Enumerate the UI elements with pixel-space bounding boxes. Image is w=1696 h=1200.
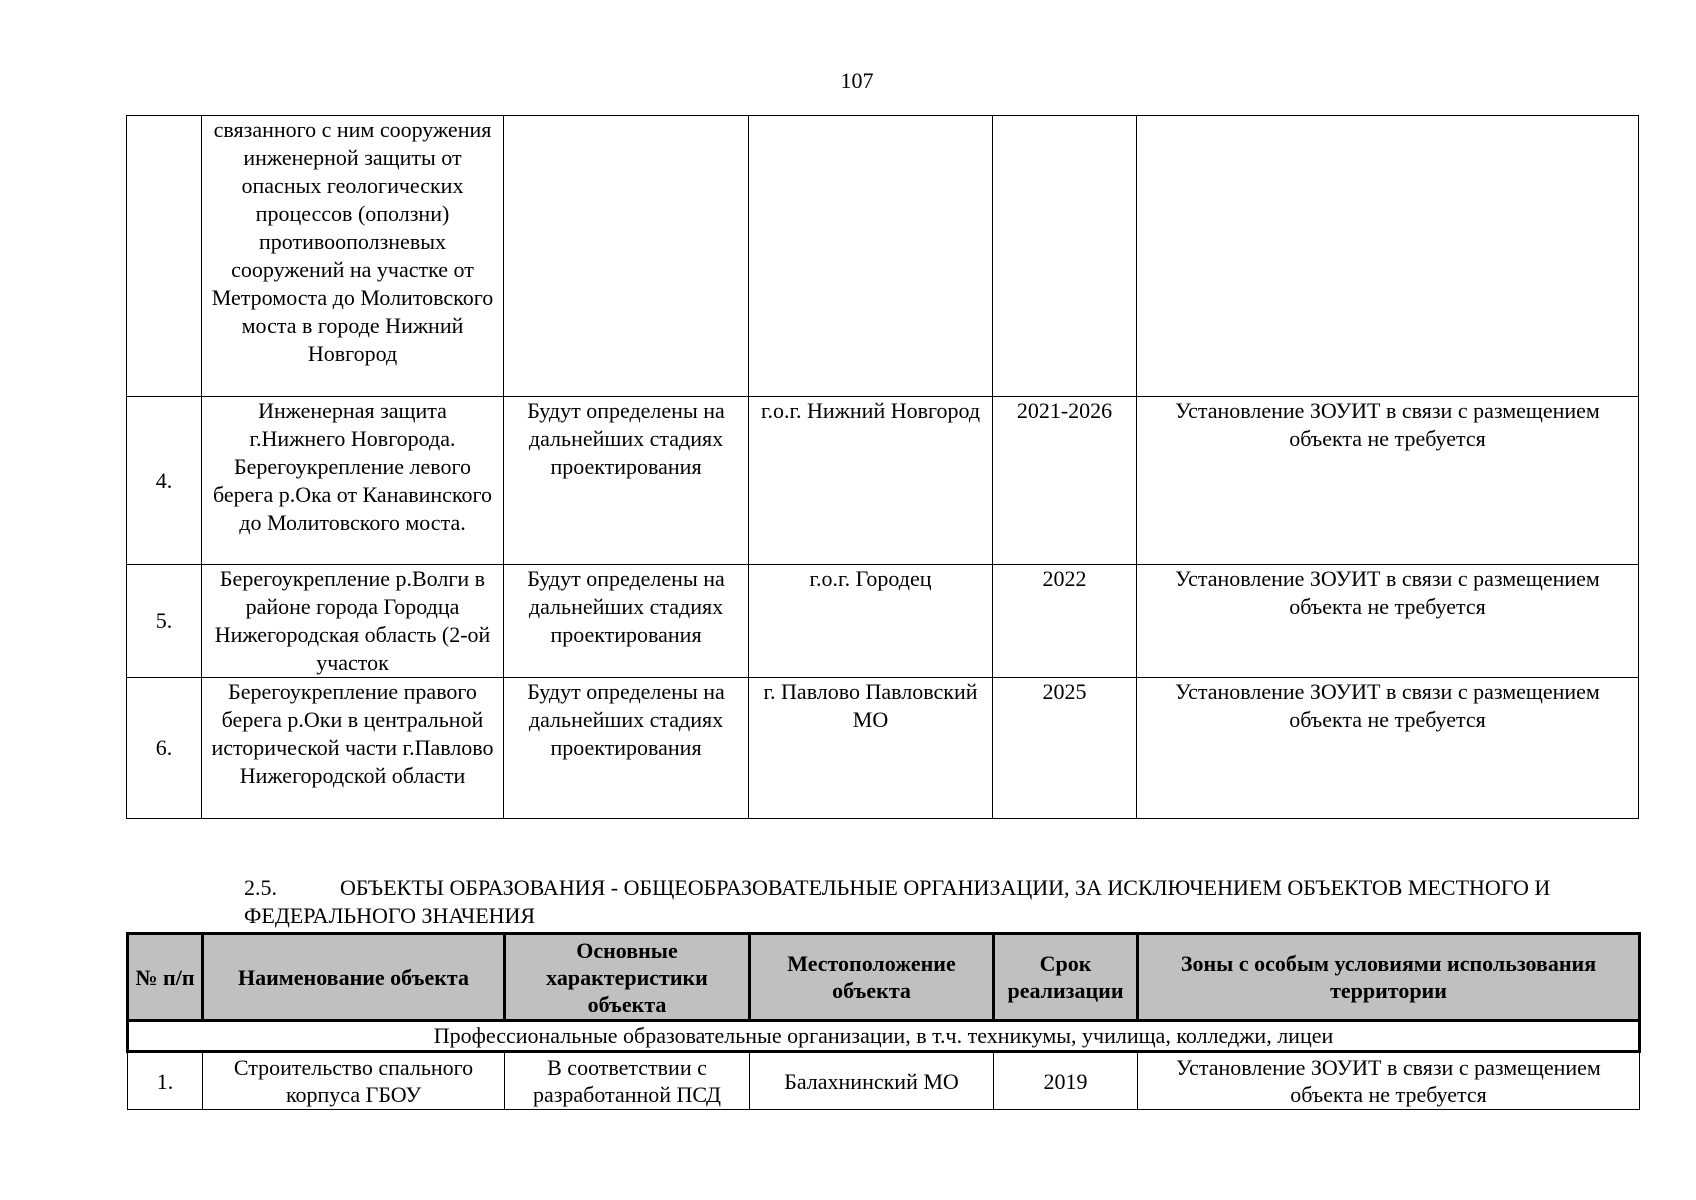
row-number-cell: 6.: [127, 678, 202, 819]
row-number-cell: [127, 116, 202, 397]
header-row: [128, 934, 1640, 1021]
zones-cell: Установление ЗОУИТ в связи с размещением объекта не требуется: [1137, 565, 1639, 678]
location-cell: г.о.г. Нижний Новгород: [749, 397, 993, 565]
object-name-cell: Строительство спального корпуса ГБОУ: [203, 1052, 505, 1110]
characteristics-cell: Будут определены на дальнейших стадиях проектирования: [504, 678, 749, 819]
period-cell: 2021-2026: [993, 397, 1137, 565]
location-cell: г. Павлово Павловский МО: [749, 678, 993, 819]
group-title: Профессиональные образовательные организации, в т.ч. техникумы, училища, колледжи, лицеи: [128, 1021, 1640, 1052]
zones-cell: Установление ЗОУИТ в связи с размещением объекта не требуется: [1137, 397, 1639, 565]
table-row: [127, 116, 1639, 397]
location-cell: [749, 116, 993, 397]
header-period: Срок реализации: [994, 934, 1138, 1021]
row-number-cell: 1.: [128, 1052, 203, 1110]
object-name-cell: связанного с ним сооружения инженерной защиты от опасных геологических процессов (оползни) противооползневых сооружений на участке от Метромоста до Молитовского моста в городе Нижний Новгород: [202, 116, 504, 397]
group-row: [128, 1021, 1640, 1052]
header-zones: Зоны с особым условиями использования территории: [1138, 934, 1640, 1021]
education-objects-table: [126, 932, 1641, 1110]
section-title: ОБЪЕКТЫ ОБРАЗОВАНИЯ - ОБЩЕОБРАЗОВАТЕЛЬНЫЕ ОРГАНИЗАЦИИ, ЗА ИСКЛЮЧЕНИЕМ ОБЪЕКТОВ МЕСТНОГО И ФЕДЕРАЛЬНОГО ЗНАЧЕНИЯ: [244, 875, 1551, 928]
location-cell: г.о.г. Городец: [749, 565, 993, 678]
row-number-cell: 4.: [127, 397, 202, 565]
period-cell: 2025: [993, 678, 1137, 819]
table-row: [128, 1052, 1640, 1110]
section-heading: [244, 874, 1634, 930]
characteristics-cell: Будут определены на дальнейших стадиях проектирования: [504, 565, 749, 678]
object-name-cell: Берегоукрепление р.Волги в районе города Городца Нижегородская область (2-ой участок: [202, 565, 504, 678]
section-number: 2.5.: [244, 875, 277, 900]
period-cell: [993, 116, 1137, 397]
zones-cell: Установление ЗОУИТ в связи с размещением объекта не требуется: [1138, 1052, 1640, 1110]
header-location: Местоположение объекта: [750, 934, 994, 1021]
objects-table-continued: [126, 115, 1639, 819]
location-cell: Балахнинский МО: [750, 1052, 994, 1110]
header-name: Наименование объекта: [203, 934, 505, 1021]
object-name-cell: Инженерная защита г.Нижнего Новгорода. Берегоукрепление левого берега р.Ока от Канавинского до Молитовского моста.: [202, 397, 504, 565]
object-name-cell: Берегоукрепление правого берега р.Оки в центральной исторической части г.Павлово Нижегородской области: [202, 678, 504, 819]
table-row: [127, 678, 1639, 819]
zones-cell: Установление ЗОУИТ в связи с размещением объекта не требуется: [1137, 678, 1639, 819]
row-number-cell: 5.: [127, 565, 202, 678]
characteristics-cell: В соответствии с разработанной ПСД: [505, 1052, 750, 1110]
table-row: [127, 397, 1639, 565]
characteristics-cell: [504, 116, 749, 397]
period-cell: 2022: [993, 565, 1137, 678]
table-row: [127, 565, 1639, 678]
zones-cell: [1137, 116, 1639, 397]
header-characteristics: Основные характеристики объекта: [505, 934, 750, 1021]
characteristics-cell: Будут определены на дальнейших стадиях проектирования: [504, 397, 749, 565]
period-cell: 2019: [994, 1052, 1138, 1110]
page-number: 107: [840, 68, 874, 93]
header-num: № п/п: [128, 934, 203, 1021]
